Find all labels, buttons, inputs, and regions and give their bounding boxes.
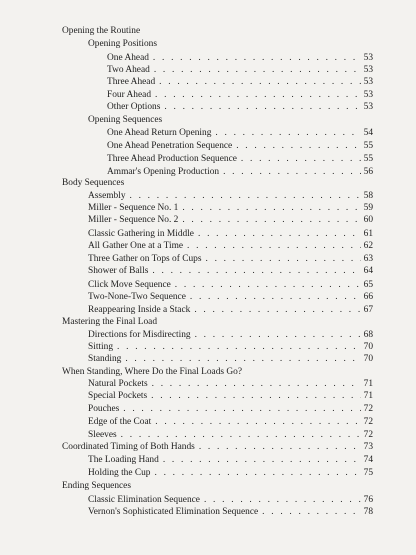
toc-entry-title: Standing: [88, 354, 122, 364]
toc-entry[interactable]: [88, 403, 373, 416]
toc-entry[interactable]: [88, 454, 373, 467]
toc-page-number: 53: [363, 77, 373, 87]
toc-entry[interactable]: [88, 467, 373, 480]
dot-leader: [187, 240, 361, 253]
toc-entry-title: Sitting: [88, 342, 114, 352]
toc-entry[interactable]: [107, 101, 373, 114]
toc-entry-title: Ending Sequences: [62, 481, 131, 491]
toc-entry-title: Coordinated Timing of Both Hands: [62, 442, 195, 452]
toc-page-number: 58: [363, 191, 373, 201]
toc-entry-title: Assembly: [88, 191, 126, 201]
toc-entry-title: Two-None-Two Sequence: [88, 292, 186, 302]
toc-entry[interactable]: [88, 114, 162, 127]
toc-entry[interactable]: [62, 441, 373, 454]
toc-entry-title: Three Ahead: [107, 77, 156, 87]
toc-entry-title: All Gather One at a Time: [88, 241, 184, 251]
toc-entry-title: Ammar's Opening Production: [107, 167, 220, 177]
toc-entry[interactable]: [62, 480, 131, 493]
toc-entry-title: Opening the Routine: [62, 26, 141, 36]
toc-entry-title: Vernon's Sophisticated Elimination Sequence: [88, 507, 259, 517]
toc-entry-title: The Loading Hand: [88, 455, 159, 465]
toc-entry-title: Sleeves: [88, 430, 117, 440]
toc-entry[interactable]: [88, 390, 373, 403]
dot-leader: [151, 390, 361, 403]
toc-page-number: 72: [363, 417, 373, 427]
toc-entry-title: Opening Positions: [88, 39, 158, 49]
dot-leader: [182, 214, 361, 227]
toc-entry-title: Classic Gathering in Middle: [88, 229, 194, 239]
toc-entry-title: Pouches: [88, 404, 120, 414]
toc-page-number: 76: [363, 495, 373, 505]
toc-entry-title: One Ahead: [107, 53, 149, 63]
dot-leader: [236, 140, 361, 153]
toc-entry-title: Miller - Sequence No. 1: [88, 203, 179, 213]
toc-page-number: 61: [363, 229, 373, 239]
toc-entry[interactable]: [88, 506, 373, 519]
toc-entry[interactable]: [88, 265, 373, 278]
toc-entry-title: Body Sequences: [62, 178, 125, 188]
toc-page-number: 66: [363, 292, 373, 302]
toc-page-number: 68: [363, 330, 373, 340]
toc-page-number: 78: [363, 507, 373, 517]
toc-entry-title: Three Gather on Tops of Cups: [88, 254, 202, 264]
dot-leader: [215, 127, 361, 140]
dot-leader: [163, 454, 361, 467]
toc-page-number: 73: [363, 442, 373, 452]
toc-entry-title: Classic Elimination Sequence: [88, 495, 200, 505]
dot-leader: [241, 153, 361, 166]
dot-leader: [194, 304, 361, 317]
toc-page-number: 71: [363, 391, 373, 401]
toc-page-number: 63: [363, 254, 373, 264]
toc-page-number: 53: [363, 53, 373, 63]
toc-entry[interactable]: [88, 353, 373, 366]
toc-entry[interactable]: [62, 25, 140, 38]
toc-entry-title: Shower of Balls: [88, 266, 149, 276]
toc-entry[interactable]: [107, 153, 373, 166]
dot-leader: [159, 76, 361, 89]
toc-entry[interactable]: [107, 140, 373, 153]
toc-page-number: 53: [363, 102, 373, 112]
toc-page-number: 54: [363, 128, 373, 138]
toc-entry-title: Directions for Misdirecting: [88, 330, 191, 340]
toc-entry[interactable]: [88, 240, 373, 253]
toc-entry-title: Other Options: [107, 102, 161, 112]
toc-entry-title: Four Ahead: [107, 90, 152, 100]
dot-leader: [190, 291, 361, 304]
toc-page-number: 55: [363, 141, 373, 151]
toc-entry-title: Holding the Cup: [88, 468, 151, 478]
toc-page-number: 62: [363, 241, 373, 251]
toc-entry[interactable]: [107, 127, 373, 140]
toc-entry[interactable]: [88, 416, 373, 429]
toc-page-number: 60: [363, 215, 373, 225]
toc-entry-title: One Ahead Return Opening: [107, 128, 212, 138]
toc-entry-title: One Ahead Penetration Sequence: [107, 141, 233, 151]
toc-entry-title: Three Ahead Production Sequence: [107, 154, 237, 164]
toc-page-number: 75: [363, 468, 373, 478]
toc-page-number: 59: [363, 203, 373, 213]
toc-page-number: 64: [363, 266, 373, 276]
toc-entry-title: Reappearing Inside a Stack: [88, 305, 191, 315]
toc-page-number: 53: [363, 90, 373, 100]
dot-leader: [199, 441, 361, 454]
dot-leader: [125, 353, 361, 366]
dot-leader: [155, 416, 361, 429]
dot-leader: [262, 506, 361, 519]
toc-entry-title: When Standing, Where Do the Final Loads Go?: [62, 367, 242, 377]
toc-page-number: 65: [363, 280, 373, 290]
toc-page-number: 74: [363, 455, 373, 465]
toc-page-number: 55: [363, 154, 373, 164]
toc-entry-title: Natural Pockets: [88, 379, 148, 389]
toc-entry-title: Miller - Sequence No. 2: [88, 215, 179, 225]
toc-entry[interactable]: [62, 316, 157, 329]
toc-entry-title: Click Move Sequence: [88, 280, 171, 290]
toc-entry-title: Mastering the Final Load: [62, 317, 158, 327]
toc-page-number: 70: [363, 354, 373, 364]
toc-page-number: 71: [363, 379, 373, 389]
toc-entry[interactable]: [62, 177, 124, 190]
toc-page-number: 72: [363, 404, 373, 414]
toc-page-number: 67: [363, 305, 373, 315]
toc-entry-title: Edge of the Coat: [88, 417, 152, 427]
toc-entry[interactable]: [107, 76, 373, 89]
toc-entry[interactable]: [88, 291, 373, 304]
toc-page-number: 56: [363, 167, 373, 177]
toc-entry-title: Opening Sequences: [88, 115, 163, 125]
toc-entry-title: Special Pockets: [88, 391, 148, 401]
dot-leader: [223, 166, 361, 179]
toc-entry[interactable]: [88, 214, 373, 227]
toc-entry[interactable]: [88, 38, 157, 51]
dot-leader: [164, 101, 361, 114]
dot-leader: [152, 265, 361, 278]
toc-entry[interactable]: [107, 166, 373, 179]
dot-leader: [123, 403, 361, 416]
toc-page-number: 70: [363, 342, 373, 352]
toc-entry-title: Two Ahead: [107, 65, 150, 75]
toc-page-number: 72: [363, 430, 373, 440]
dot-leader: [155, 467, 362, 480]
toc-page-number: 53: [363, 65, 373, 75]
